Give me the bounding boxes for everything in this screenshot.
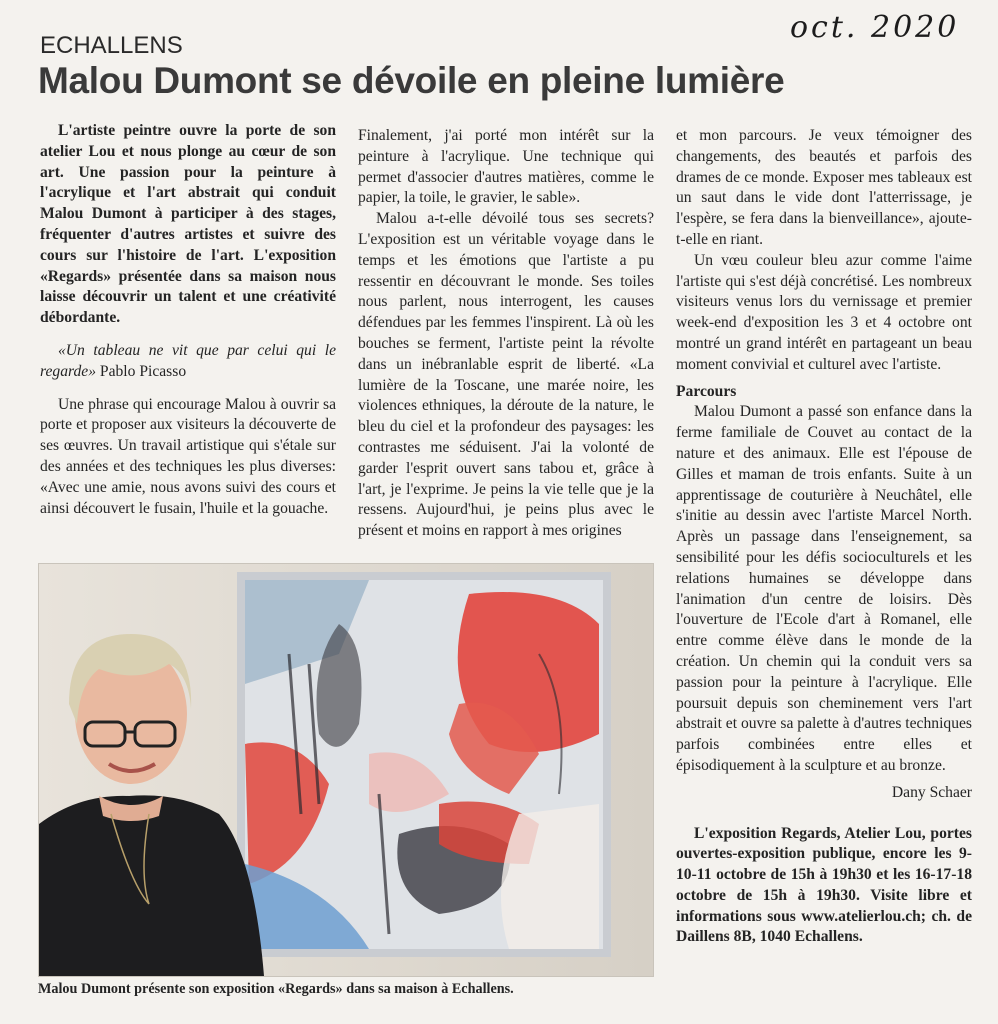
subhead-parcours: Parcours bbox=[676, 382, 737, 400]
article-column-1 bbox=[40, 121, 336, 519]
handwritten-date: oct. 2020 bbox=[790, 10, 960, 45]
exhibition-info: L'exposition Regards, Atelier Lou, portes ouvertes-exposition publique, encore les 9-10-11 octobre de 15h à 19h30 et les 16-17-18 octobre de 15h à 19h30. Visite libre et informations sous www.atelierlou.ch; ch. de Daillens 8B, 1040 Echallens. bbox=[676, 824, 972, 946]
photo-artist-with-painting bbox=[39, 564, 653, 976]
kicker-location: ECHALLENS bbox=[40, 32, 183, 59]
body-paragraph-5: Un vœu couleur bleu azur comme l'aime l'artiste qui s'est déjà concrétisé. Les nombreux visiteurs venus lors du vernissage et premier week-end d'exposition les 3 et 4 octobre ont montré un grand intérêt en partageant un beau moment convivial et culturel avec l'artiste. bbox=[676, 251, 972, 373]
body-paragraph-4: et mon parcours. Je veux témoigner des changements, des beautés et parfois des drames de ce monde. Exposer mes tableaux est un saut dans le vide dont l'atterrissage, je l'espère, se fera dans la bienveillance», ajoute-t-elle en riant. bbox=[676, 127, 972, 248]
body-paragraph-2: Finalement, j'ai porté mon intérêt sur la peinture à l'acrylique. Une technique qui permet d'associer d'autres matières, comme le papier, la toile, le gravier, le sable». bbox=[358, 127, 654, 207]
article-photo bbox=[38, 563, 654, 977]
body-paragraph-6: Malou Dumont a passé son enfance dans la ferme familiale de Couvet au contact de la nature et des animaux. Elle est l'épouse de Gilles et maman de trois enfants. Suite à un apprentissage de couturière à Neuchâtel, elle s'initie au dessin avec l'artiste Marcel North. Après un passage dans l'enseignement, sa sensibilité pour les défis socioculturels et les relations humaines se développe dans l'animation d'un centre de loisirs. Dès l'ouverture de l'Ecole d'art à Romanel, elle entre comme élève dans le monde de la création. Un chemin qui la conduit vers sa passion pour la peinture à l'acrylique. Elle poursuit depuis son cheminement vers l'art abstrait et ouvre sa palette à d'autres techniques parfois combinées entre elles et épisodiquement à la sculpture et au bronze. bbox=[676, 403, 972, 774]
quote-text: «Un tableau ne vit que par celui qui le regarde» bbox=[40, 341, 336, 380]
lead-paragraph: L'artiste peintre ouvre la porte de son atelier Lou et nous plonge au cœur de son art. Une passion pour la peinture à l'acrylique et l'art abstrait qui conduit Malou Dumont à participer à des stages, fréquenter d'autres artistes et suivre des cours sur l'histoire de l'art. L'exposition «Regards» présentée dans sa maison nous laisse découvrir un talent et une créativité débordante. bbox=[40, 122, 336, 327]
quote-author: Pablo Picasso bbox=[96, 362, 187, 380]
article-column-2 bbox=[358, 126, 654, 542]
picasso-quote bbox=[40, 341, 336, 383]
body-paragraph-3: Malou a-t-elle dévoilé tous ses secrets? L'exposition est un véritable voyage dans le temps et les émotions que l'artiste a pu ressentir en découvrant le monde. Ses toiles nous parlent, nous interrogent, les causes défendues par les femmes l'inspirent. Là où les bouches se ferment, l'artiste peint la révolte dans un inébranlable esprit de liberté. «La lumière de la Toscane, une marée noire, les violences ethniques, la déroute de la nature, le bleu du ciel et la profondeur des paysages: les contrastes me séduisent. J'ai la volonté de garder l'esprit ouvert sans tabou et, grâce à l'art, je l'exprime. Je peins la vie telle que je la ressens. Aujourd'hui, je peins plus avec le présent et moins en rapport à mes origines bbox=[358, 210, 654, 540]
body-paragraph-1: Une phrase qui encourage Malou à ouvrir sa porte et proposer aux visiteurs la découverte de ses œuvres. Un travail artistique qui s'étale sur des années et des techniques les plus diverses: «Avec une amie, nous avons suivi des cours et ainsi découvert le fusain, l'huile et la gouache. bbox=[40, 395, 336, 517]
photo-caption: Malou Dumont présente son exposition «Regards» dans sa maison à Echallens. bbox=[38, 981, 514, 997]
abstract-painting bbox=[237, 572, 611, 957]
author-signature: Dany Schaer bbox=[891, 783, 972, 801]
headline: Malou Dumont se dévoile en pleine lumière bbox=[38, 60, 785, 101]
article-column-3 bbox=[676, 126, 972, 948]
